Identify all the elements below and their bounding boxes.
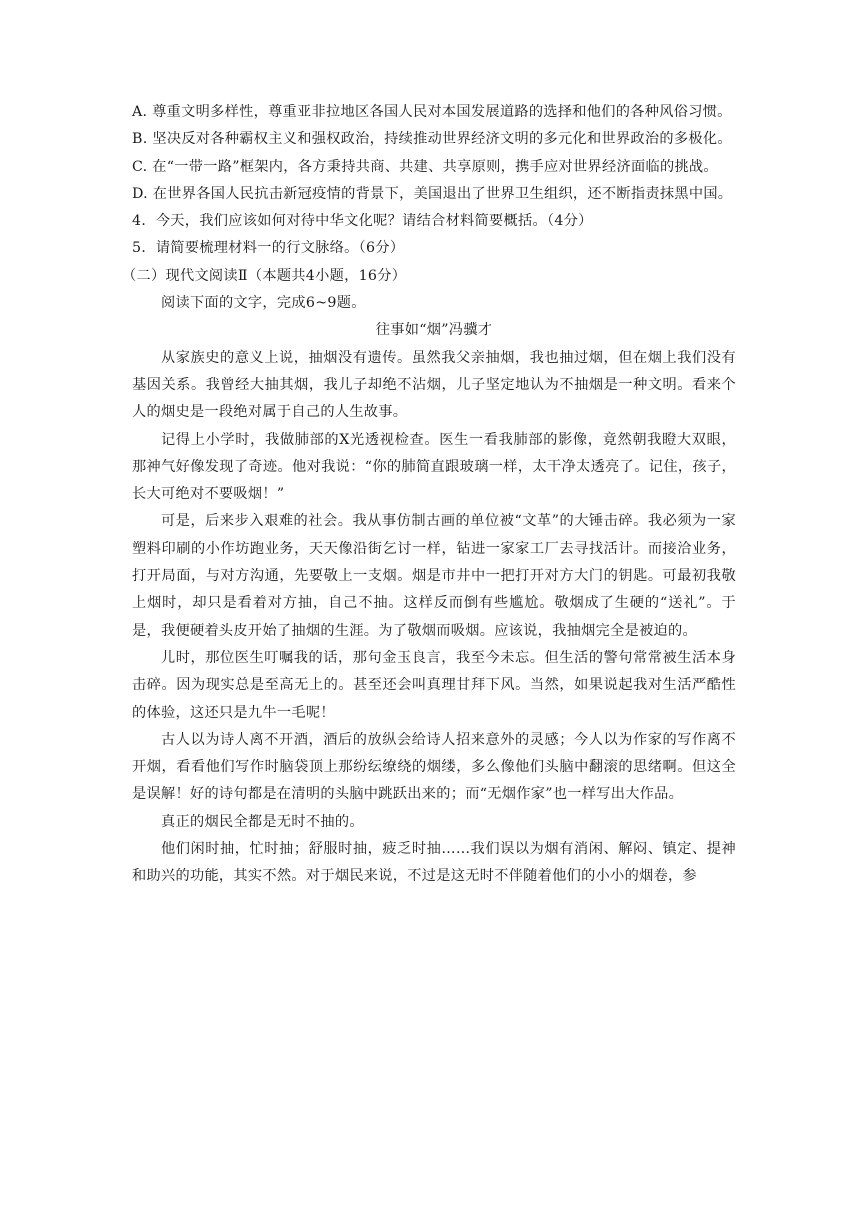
question-4: 4．今天，我们应该如何对待中华文化呢？请结合材料简要概括。（4分） (132, 213, 593, 230)
article-paragraph: 他们闲时抽，忙时抽；舒服时抽，疲乏时抽……我们误以为烟有消闲、解闷、镇定、提神和助兴的功能，其实不然。对于烟民来说，不过是这无时不伴随着他们的小小的烟卷，参 (132, 841, 736, 885)
option-a: A. 尊重文明多样性，尊重亚非拉地区各国人民对本国发展道路的选择和他们的各种风俗习惯。 (132, 104, 732, 120)
article-paragraph: 儿时，那位医生叮嘱我的话，那句金玉良言，我至今未忘。但生活的警句常常被生活本身击碎。因为现实总是至高无上的。甚至还会叫真理甘拜下风。当然，如果说起我对生活严酷性的体验，这还只是九牛一毛呢！ (132, 649, 736, 721)
article-title: 往事如“烟”冯骥才 (375, 322, 493, 339)
article-paragraph: 从家族史的意义上说，抽烟没有遗传。虽然我父亲抽烟，我也抽过烟，但在烟上我们没有基因关系。我曾经大抽其烟，我儿子却绝不沾烟，儿子坚定地认为不抽烟是一种文明。看来个人的烟史是一段绝对属于自己的人生故事。 (132, 349, 736, 421)
section-heading: （二）现代文阅读Ⅱ（本题共4小题，16分） (122, 267, 407, 284)
article-paragraph: 古人以为诗人离不开酒，酒后的放纵会给诗人招来意外的灵感；今人以为作家的写作离不开烟，看看他们写作时脑袋顶上那纷纭缭绕的烟缕，多么像他们头脑中翻滚的思绪啊。但这全是误解！好的诗句都是在清明的头脑中跳跃出来的；而“无烟作家”也一样写出大作品。 (132, 731, 736, 803)
article-paragraph: 真正的烟民全都是无时不抽的。 (161, 813, 364, 830)
option-c: C. 在“一带一路”框架内，各方秉持共商、共建、共享原则，携手应对世界经济面临的挑战。 (132, 158, 718, 175)
article-paragraph: 记得上小学时，我做肺部的X光透视检查。医生一看我肺部的影像，竟然朝我瞪大双眼，那神气好像发现了奇迹。他对我说：“你的肺简直跟玻璃一样，太干净太透亮了。记住，孩子，长大可绝对不要吸烟！” (132, 431, 736, 503)
question-5: 5．请简要梳理材料一的行文脉络。（6分） (132, 240, 405, 257)
option-b: B. 坚决反对各种霸权主义和强权政治，持续推动世界经济文明的多元化和世界政治的多极化。 (132, 131, 732, 148)
article-paragraph: 可是，后来步入艰难的社会。我从事仿制古画的单位被“文革”的大锤击碎。我必须为一家塑料印刷的小作坊跑业务，天天像沿街乞讨一样，钻进一家家工厂去寻找活计。而接洽业务，打开局面，与对方沟通，先要敬上一支烟。烟是市井中一把打开对方大门的钥匙。可最初我敬上烟时，却只是看着对方抽，自己不抽。这样反而倒有些尴尬。敬烟成了生硬的“送礼”。于是，我便硬着头皮开始了抽烟的生涯。为了敬烟而吸烟。应该说，我抽烟完全是被迫的。 (132, 513, 736, 639)
reading-instruction: 阅读下面的文字，完成6~9题。 (161, 295, 366, 312)
option-d: D. 在世界各国人民抗击新冠疫情的背景下，美国退出了世界卫生组织，还不断指责抹黑中国。 (132, 185, 733, 202)
document-body (122, 99, 736, 891)
